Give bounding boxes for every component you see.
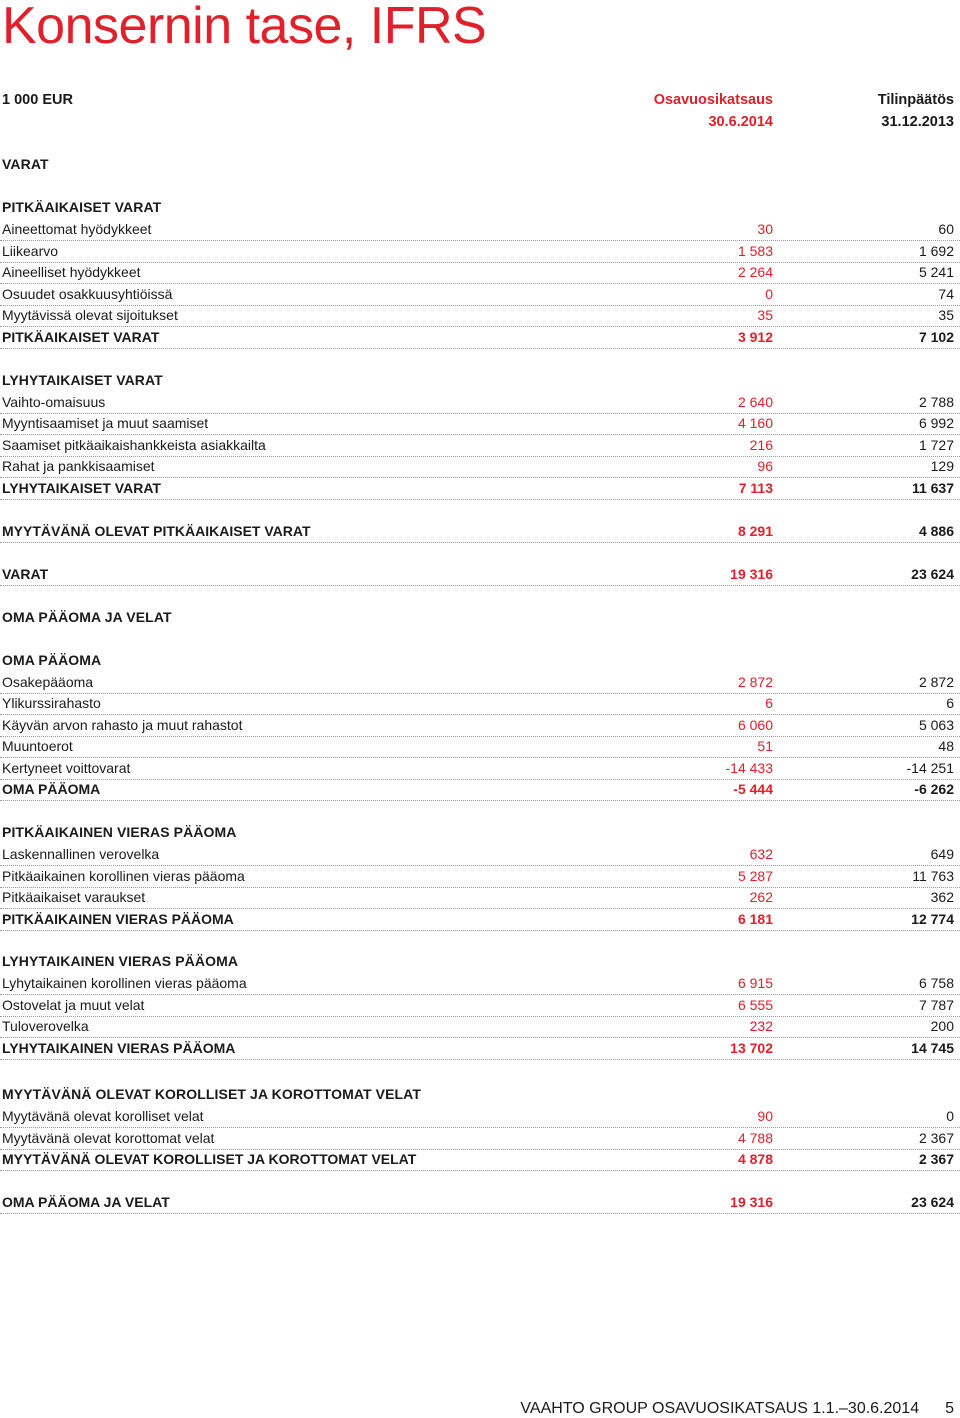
value-30-6-2014: 4 788 [737,1130,773,1146]
total-row [0,478,960,500]
value-31-12-2013: 7 102 [918,329,954,345]
row-label: Laskennallinen verovelka [2,846,160,862]
value-30-6-2014: 3 912 [737,329,773,345]
section-heading-row [0,607,960,628]
value-30-6-2014: 4 878 [737,1151,773,1167]
value-30-6-2014: 6 [765,695,773,711]
value-31-12-2013: 12 774 [911,911,954,927]
row-label: Muuntoerot [2,738,73,754]
section-heading-row [0,1084,960,1105]
section-heading-row [0,370,960,391]
total-row [0,779,960,801]
value-30-6-2014: 6 915 [737,975,773,991]
row-label: Osuudet osakkuusyhtiöissä [2,286,173,302]
row-label: Pitkäaikainen korollinen vieras pääoma [2,868,245,884]
table-row [0,305,960,327]
table-row [0,413,960,435]
value-31-12-2013: 48 [938,738,954,754]
value-31-12-2013: 6 758 [918,975,954,991]
value-30-6-2014: 19 316 [730,1194,773,1210]
table-row [0,995,960,1017]
table-row [0,284,960,306]
value-30-6-2014: 1 583 [737,243,773,259]
row-label: VARAT [2,156,49,172]
row-label: Ostovelat ja muut velat [2,997,145,1013]
row-label: OMA PÄÄOMA JA VELAT [2,1194,170,1210]
table-row [0,715,960,737]
total-row [0,909,960,931]
value-30-6-2014: -14 433 [725,760,773,776]
value-30-6-2014: 216 [749,437,773,453]
value-31-12-2013: 60 [938,221,954,237]
value-31-12-2013: 5 241 [918,264,954,280]
value-31-12-2013: 0 [946,1108,954,1124]
table-row [0,844,960,866]
total-row [0,327,960,349]
section-heading-row [0,822,960,843]
value-30-6-2014: 2 640 [737,394,773,410]
value-31-12-2013: 1 692 [918,243,954,259]
table-row [0,736,960,758]
value-31-12-2013: 14 745 [911,1040,954,1056]
value-30-6-2014: 632 [749,846,773,862]
value-31-12-2013: -14 251 [906,760,954,776]
value-31-12-2013: 74 [938,286,954,302]
value-30-6-2014: 2 872 [737,674,773,690]
row-label: Ylikurssirahasto [2,695,101,711]
row-label: OMA PÄÄOMA [2,781,101,797]
table-row [0,973,960,995]
value-31-12-2013: -6 262 [914,781,954,797]
value-31-12-2013: 23 624 [911,566,954,582]
table-row [0,435,960,457]
column-header-interim: Osavuosikatsaus [653,92,773,108]
table-row [0,219,960,241]
row-label: MYYTÄVÄNÄ OLEVAT KOROLLISET JA KOROTTOMAT VELAT [2,1086,421,1102]
value-31-12-2013: 7 787 [918,997,954,1013]
value-31-12-2013: 2 367 [918,1130,954,1146]
page-footer [520,1400,954,1418]
row-label: Lyhytaikainen korollinen vieras pääoma [2,975,247,991]
table-row [0,456,960,478]
table-row [0,887,960,909]
row-label: MYYTÄVÄNÄ OLEVAT PITKÄAIKAISET VARAT [2,523,311,539]
table-row [0,1128,960,1150]
row-label: PITKÄAIKAISET VARAT [2,329,160,345]
value-31-12-2013: 2 788 [918,394,954,410]
row-label: LYHYTAIKAISET VARAT [2,372,163,388]
table-row [0,241,960,263]
value-30-6-2014: 51 [757,738,773,754]
value-30-6-2014: 35 [757,307,773,323]
table-row [0,392,960,414]
value-30-6-2014: 7 113 [738,480,773,496]
value-30-6-2014: 6 181 [737,911,773,927]
row-label: PITKÄAIKAINEN VIERAS PÄÄOMA [2,911,234,927]
value-31-12-2013: 649 [930,846,954,862]
row-label: OMA PÄÄOMA JA VELAT [2,609,172,625]
row-label: Myytävänä olevat korolliset velat [2,1108,204,1124]
row-label: OMA PÄÄOMA [2,652,102,668]
row-label: Myyntisaamiset ja muut saamiset [2,415,209,431]
total-row [0,521,960,543]
table-row [0,1016,960,1038]
row-label: Myytävänä olevat korottomat velat [2,1130,215,1146]
page-number: 5 [945,1400,954,1417]
value-30-6-2014: 8 291 [737,523,773,539]
value-31-12-2013: 2 872 [918,674,954,690]
value-30-6-2014: 0 [765,286,773,302]
row-label: Aineettomat hyödykkeet [2,221,152,237]
total-row [0,1038,960,1060]
page-title: Konsernin tase, IFRS [2,0,487,55]
table-row [0,1106,960,1128]
row-label: PITKÄAIKAINEN VIERAS PÄÄOMA [2,824,237,840]
row-label: Rahat ja pankkisaamiset [2,458,155,474]
column-header-interim-date: 30.6.2014 [708,114,773,130]
column-header-annual: Tilinpäätös [877,92,954,108]
row-label: MYYTÄVÄNÄ OLEVAT KOROLLISET JA KOROTTOMAT VELAT [2,1151,417,1167]
value-30-6-2014: 19 316 [730,566,773,582]
value-30-6-2014: 4 160 [737,415,773,431]
row-label: Aineelliset hyödykkeet [2,264,141,280]
value-30-6-2014: 30 [757,221,773,237]
value-30-6-2014: -5 444 [733,781,773,797]
row-label: Myytävissä olevat sijoitukset [2,307,178,323]
value-30-6-2014: 2 264 [737,264,773,280]
total-row [0,1192,960,1214]
row-label: LYHYTAIKAINEN VIERAS PÄÄOMA [2,1040,236,1056]
value-31-12-2013: 4 886 [918,523,954,539]
row-label: Pitkäaikaiset varaukset [2,889,146,905]
row-label: PITKÄAIKAISET VARAT [2,199,162,215]
row-label: Liikearvo [2,243,59,259]
row-label: Tuloverovelka [2,1018,89,1034]
row-label: VARAT [2,566,49,582]
value-31-12-2013: 129 [930,458,954,474]
footer-text: VAAHTO GROUP OSAVUOSIKATSAUS 1.1.–30.6.2014 [520,1400,920,1417]
total-row [0,564,960,586]
row-label: Osakepääoma [2,674,94,690]
value-31-12-2013: 5 063 [918,717,954,733]
value-30-6-2014: 5 287 [737,868,773,884]
value-31-12-2013: 2 367 [918,1151,954,1167]
value-30-6-2014: 232 [749,1018,773,1034]
value-30-6-2014: 90 [757,1108,773,1124]
row-label: LYHYTAIKAISET VARAT [2,480,161,496]
table-row [0,866,960,888]
total-row [0,1149,960,1171]
section-heading-row [0,951,960,972]
value-30-6-2014: 13 702 [730,1040,773,1056]
table-row [0,262,960,284]
section-heading-row [0,650,960,671]
row-label: Saamiset pitkäaikaishankkeista asiakkailta [2,437,266,453]
table-row [0,758,960,780]
value-30-6-2014: 96 [757,458,773,474]
row-label: LYHYTAIKAINEN VIERAS PÄÄOMA [2,953,239,969]
value-31-12-2013: 11 637 [911,480,954,496]
value-31-12-2013: 1 727 [918,437,954,453]
value-30-6-2014: 6 060 [737,717,773,733]
row-label: Kertyneet voittovarat [2,760,131,776]
column-header-annual-date: 31.12.2013 [881,114,954,130]
value-31-12-2013: 6 992 [918,415,954,431]
section-heading-row [0,154,960,175]
value-30-6-2014: 262 [749,889,773,905]
value-31-12-2013: 35 [938,307,954,323]
value-31-12-2013: 362 [930,889,954,905]
table-row [0,693,960,715]
value-31-12-2013: 23 624 [911,1194,954,1210]
section-heading-row [0,197,960,218]
unit-label: 1 000 EUR [2,92,73,108]
table-row [0,672,960,694]
value-31-12-2013: 11 763 [912,868,954,884]
row-label: Vaihto-omaisuus [2,394,106,410]
value-30-6-2014: 6 555 [737,997,773,1013]
row-label: Käyvän arvon rahasto ja muut rahastot [2,717,243,733]
value-31-12-2013: 200 [930,1018,954,1034]
value-31-12-2013: 6 [946,695,954,711]
